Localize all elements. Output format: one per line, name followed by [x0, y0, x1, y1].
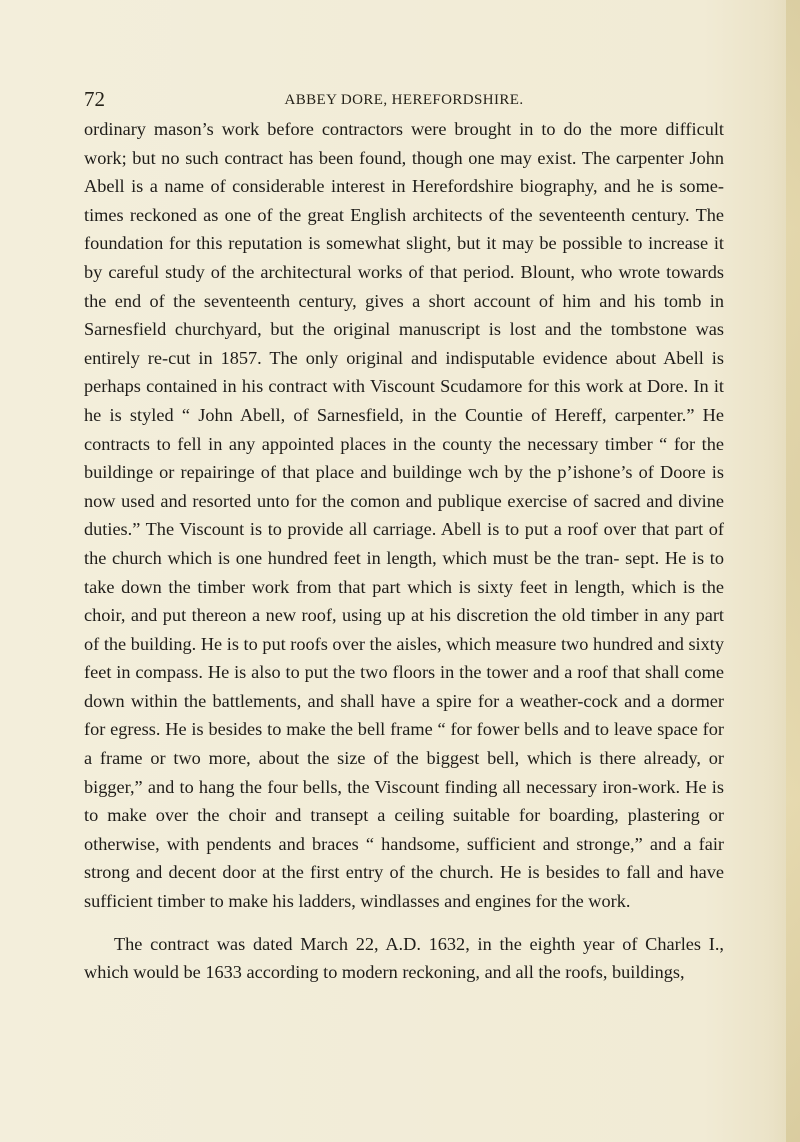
paragraph: ordinary mason’s work before contractors were brought in to do the more difficult work; but no such contract has been found, though one may exist. The carpenter John Abell is a name of considerable interest in Herefordshire biography, and he is some- times reckoned as one of the great English architects of the seventeenth century. The foundation for this reputation is somewhat slight, but it may be possible to increase it by careful study of the architectural works of that period. Blount, who wrote towards the end of the seventeenth century, gives a short account of him and his tomb in Sarnesfield churchyard, but the original manuscript is lost and the tombstone was entirely re-cut in 1857. The only original and indisputable evidence about Abell is perhaps contained in his contract with Viscount Scudamore for this work at Dore. In it he is styled “ John Abell, of Sarnesfield, in the Countie of Hereff, carpenter.” He contracts to fell in any appointed places in the county the necessary timber “ for the buildinge or repairinge of that place and buildinge wch by the p’ishone’s of Doore is now used and resorted unto for the comon and publique exercise of sacred and divine duties.” The Viscount is to provide all carriage. Abell is to put a roof over that part of the church which is one hundred feet in length, which must be the tran- sept. He is to take down the timber work from that part which is sixty feet in length, which is the choir, and put thereon a new roof, using up at his discretion the old timber in any part of the building. He is to put roofs over the aisles, which measure two hundred and sixty feet in compass. He is also to put the two floors in the tower and a roof that shall come down within the battlements, and shall have a spire for a weather-cock and a dormer for egress. He is besides to make the bell frame “ for fower bells and to leave space for a frame or two more, about the size of the biggest bell, which is there already, or bigger,” and to hang the four bells, the Viscount finding all necessary iron-work. He is to make over the choir and transept a ceiling suitable for boarding, plastering or otherwise, with pendents and braces “ handsome, sufficient and stronge,” and a fair strong and decent door at the first entry of the church. He is besides to fall and have sufficient timber to make his ladders, windlasses and engines for the work. [84, 119, 724, 912]
page-edge [786, 0, 800, 1142]
running-head: ABBEY DORE, HEREFORDSHIRE. [284, 92, 524, 108]
body-text [84, 115, 724, 987]
page-number: 72 [84, 87, 105, 111]
paragraph: The contract was dated March 22, A.D. 1632, in the eighth year of Charles I., which would be 1633 according to modern reckoning, and all the roofs, buildings, [84, 933, 724, 983]
page-header [84, 88, 724, 110]
